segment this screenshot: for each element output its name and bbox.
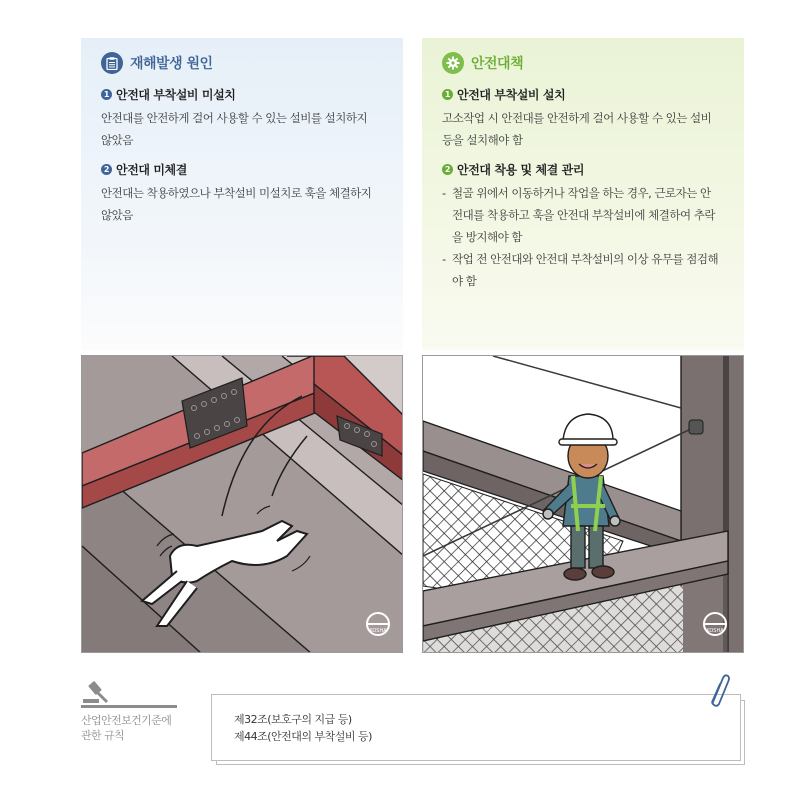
law-label: 산업안전보건기준에 관한 규칙	[81, 714, 172, 742]
cause-item-2	[101, 161, 387, 226]
cause-item-title: 안전대 부착설비 미설치	[116, 88, 236, 102]
cause-item-body: 안전대를 안전하게 걸어 사용할 수 있는 설비를 설치하지 않았음	[101, 111, 368, 147]
cause-item-body: 안전대는 착용하였으나 부착설비 미설치로 훅을 체결하지 않았음	[101, 186, 372, 222]
divider	[81, 705, 177, 708]
cause-panel	[81, 38, 403, 350]
gear-icon	[442, 52, 464, 74]
measure-panel	[422, 38, 744, 350]
law-article: 제32조(보호구의 지급 등)	[234, 713, 352, 726]
cause-panel-header	[101, 50, 387, 76]
cause-panel-title: 재해발생 원인	[130, 56, 213, 72]
paperclip-icon	[705, 672, 731, 712]
measure-bullet-2: - 작업 전 안전대와 안전대 부착설비의 이상 유무를 점검해 야 함	[442, 252, 719, 288]
cause-item-1	[101, 86, 387, 151]
illustration-fall-accident	[81, 355, 403, 653]
measure-bullet-1: - 철골 위에서 이동하거나 작업을 하는 경우, 근로자는 안 전대를 착용하고 훅을 안전대 부착설비에 체결하여 추락 을 방지해야 함	[442, 186, 715, 244]
law-article: 제44조(안전대의 부착설비 등)	[234, 730, 372, 743]
svg-text:KOSHA: KOSHA	[369, 628, 387, 634]
measure-panel-header	[442, 50, 728, 76]
svg-text:KOSHA: KOSHA	[706, 628, 724, 634]
measure-panel-title: 안전대책	[471, 56, 524, 72]
measure-item-title: 안전대 부착설비 설치	[457, 88, 566, 102]
clipboard-icon	[101, 52, 123, 74]
number-badge: 2	[442, 164, 453, 175]
note-card	[211, 694, 741, 761]
measure-item-1	[442, 86, 728, 151]
measure-item-2	[442, 161, 728, 292]
measure-item-body: 고소작업 시 안전대를 안전하게 걸어 사용할 수 있는 설비 등을 설치해야 함	[442, 111, 712, 147]
cause-item-title: 안전대 미체결	[116, 163, 187, 177]
number-badge: 2	[101, 164, 112, 175]
law-reference	[81, 680, 181, 743]
number-badge: 1	[442, 89, 453, 100]
gavel-icon	[81, 680, 181, 704]
illustration-safe-worker	[422, 355, 744, 653]
measure-item-title: 안전대 착용 및 체결 관리	[457, 163, 585, 177]
number-badge: 1	[101, 89, 112, 100]
